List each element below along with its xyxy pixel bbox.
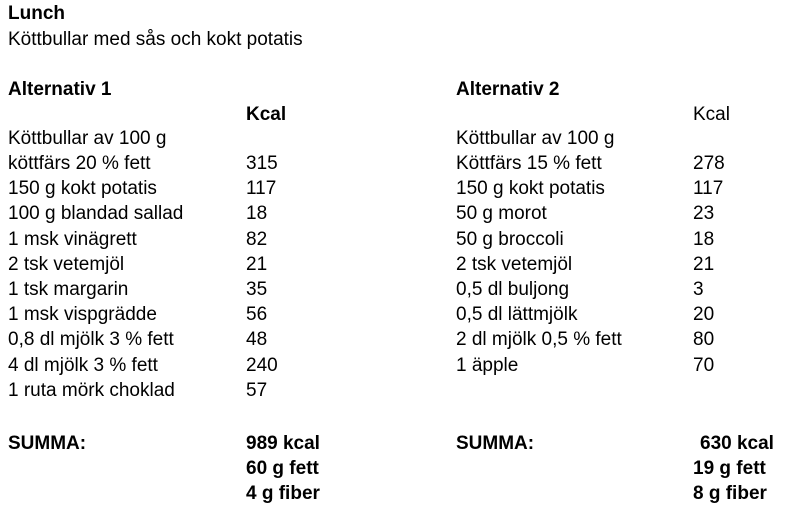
alternative-1-intro: Köttbullar av 100 g: [8, 128, 167, 149]
alternative-1-item-kcal: 56: [246, 304, 268, 326]
alternative-1-item-name: 1 tsk margarin: [8, 279, 129, 300]
alternative-2-item-kcal: 21: [693, 253, 715, 275]
alternative-2-total-fat: 19 g fett: [693, 458, 766, 479]
alternative-2-item-name: 150 g kokt potatis: [456, 178, 605, 200]
alternative-1-item-name: 100 g blandad sallad: [8, 203, 184, 225]
alternative-2-total-kcal: 630 kcal: [700, 433, 774, 454]
alternative-2-item-name: 2 dl mjölk 0,5 % fett: [456, 329, 622, 351]
alternative-2-total-fiber: 8 g fiber: [693, 483, 767, 504]
page-title: Lunch: [8, 3, 65, 24]
alternative-2-item-kcal: 23: [693, 203, 715, 225]
alternative-2-item-name: 50 g broccoli: [456, 228, 564, 250]
page-subtitle: Köttbullar med sås och kokt potatis: [8, 29, 303, 50]
alternative-1-item-name: 1 msk vispgrädde: [8, 304, 157, 326]
alternative-1-item-name: 4 dl mjölk 3 % fett: [8, 354, 158, 376]
alternative-1-item-kcal: 315: [246, 153, 278, 174]
alternative-2-item-name: 50 g morot: [456, 203, 547, 225]
alternative-2-item-kcal: 117: [693, 178, 724, 200]
alternative-1-item-name: 1 msk vinägrett: [8, 228, 137, 250]
alternative-1-item-kcal: 35: [246, 279, 268, 300]
alternative-1-total-fat: 60 g fett: [246, 458, 319, 479]
alternative-1-item-name: 2 tsk vetemjöl: [8, 253, 125, 275]
alternative-1-item-kcal: 82: [246, 228, 268, 250]
alternative-2-item-kcal: 70: [693, 354, 715, 376]
alternative-2-item-name: 0,5 dl buljong: [456, 279, 570, 300]
alternative-2-item-name: Köttfärs 15 % fett: [456, 153, 602, 174]
alternative-2-item-kcal: 18: [693, 228, 715, 250]
alternative-1-item-name: 0,8 dl mjölk 3 % fett: [8, 329, 174, 351]
alternative-1-total-kcal: 989 kcal: [246, 433, 320, 454]
alternative-1-item-name: köttfärs 20 % fett: [8, 153, 151, 174]
alternative-2-item-name: 1 äpple: [456, 354, 519, 376]
alternative-1-item-kcal: 18: [246, 203, 268, 225]
alternative-2-item-kcal: 20: [693, 304, 715, 326]
alternative-1-item-kcal: 48: [246, 329, 268, 351]
alternative-1-item-kcal: 21: [246, 253, 268, 275]
alternative-1-item-name: 150 g kokt potatis: [8, 178, 157, 200]
alternative-2-item-kcal: 80: [693, 329, 715, 351]
alternative-2-item-name: 0,5 dl lättmjölk: [456, 304, 578, 326]
alternative-2-summa-label: SUMMA:: [456, 433, 535, 454]
alternative-2-heading: Alternativ 2: [456, 79, 560, 100]
alternative-1-item-kcal: 117: [246, 178, 277, 200]
alternative-1-total-fiber: 4 g fiber: [246, 483, 320, 504]
alternative-1-item-kcal: 57: [246, 379, 268, 401]
alternative-1-heading: Alternativ 1: [8, 79, 112, 100]
alternative-2-kcal-header: Kcal: [693, 104, 730, 125]
alternative-1-item-kcal: 240: [246, 354, 278, 376]
alternative-1-item-name: 1 ruta mörk choklad: [8, 379, 175, 401]
alternative-2-item-name: 2 tsk vetemjöl: [456, 253, 573, 275]
alternative-2-item-kcal: 278: [693, 153, 725, 174]
alternative-2-intro: Köttbullar av 100 g: [456, 128, 615, 149]
alternative-1-summa-label: SUMMA:: [8, 433, 87, 454]
alternative-2-item-kcal: 3: [693, 279, 704, 300]
alternative-1-kcal-header: Kcal: [246, 104, 287, 125]
